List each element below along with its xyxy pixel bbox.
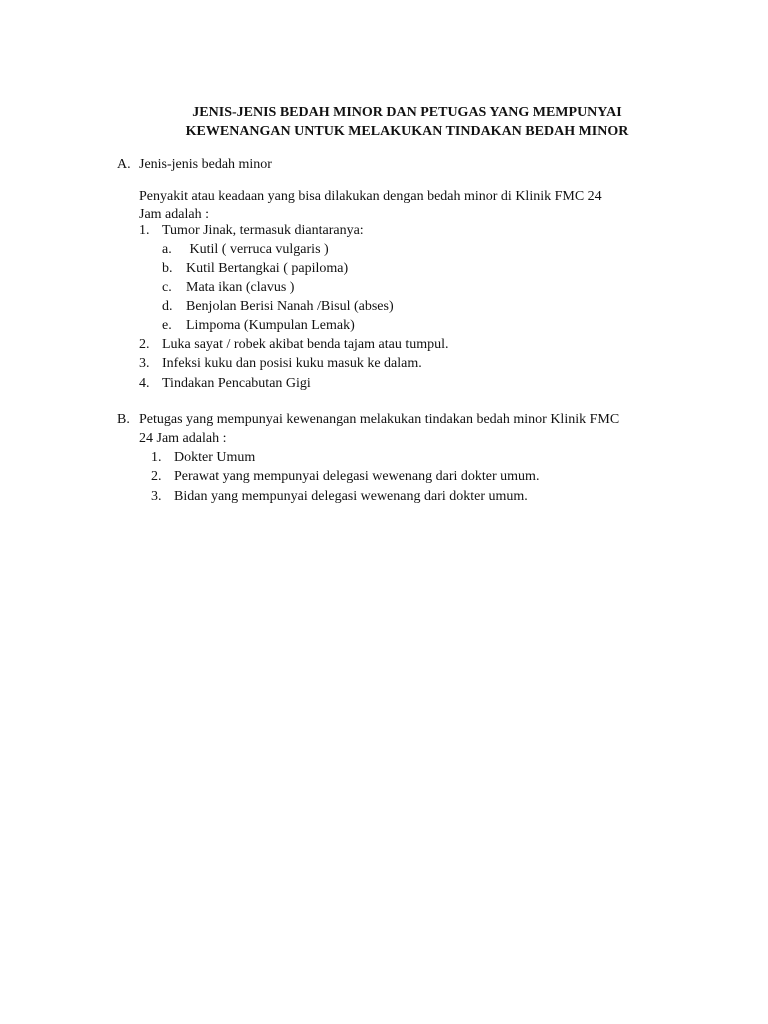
section-a-heading: Jenis-jenis bedah minor [139,157,272,172]
list-item-text: Tindakan Pencabutan Gigi [162,376,311,391]
section-b-text-line-2: 24 Jam adalah : [139,431,227,446]
section-b-marker: B. [117,412,130,427]
sublist-item-marker: e. [162,318,172,333]
section-a-intro-line-1: Penyakit atau keadaan yang bisa dilakukan dengan bedah minor di Klinik FMC 24 [139,189,602,204]
sublist-item-text: Kutil Bertangkai ( papiloma) [186,261,349,276]
list-item-text: Tumor Jinak, termasuk diantaranya: [162,223,364,238]
list-item-text: Perawat yang mempunyai delegasi wewenang dari dokter umum. [174,469,540,484]
list-item-marker: 1. [151,450,162,465]
list-item-marker: 2. [151,469,162,484]
sublist-item-marker: c. [162,280,172,295]
sublist-item-text: Benjolan Berisi Nanah /Bisul (abses) [186,299,394,314]
section-a-marker: A. [117,157,131,172]
section-b-text-line-1: Petugas yang mempunyai kewenangan melakukan tindakan bedah minor Klinik FMC [139,412,620,427]
list-item-text: Luka sayat / robek akibat benda tajam atau tumpul. [162,337,449,352]
list-item-marker: 3. [139,356,150,371]
list-item-marker: 3. [151,489,162,504]
list-item-text: Bidan yang mempunyai delegasi wewenang dari dokter umum. [174,489,528,504]
section-a-intro-line-2: Jam adalah : [139,207,209,222]
list-item-text: Dokter Umum [174,450,256,465]
list-item-marker: 1. [139,223,150,238]
sublist-item-marker: b. [162,261,173,276]
sublist-item-marker: d. [162,299,173,314]
sublist-item-text: Limpoma (Kumpulan Lemak) [186,318,355,333]
list-item-marker: 4. [139,376,150,391]
list-item-marker: 2. [139,337,150,352]
sublist-item-text: Kutil ( verruca vulgaris ) [186,242,329,257]
document-title-line-2: KEWENANGAN UNTUK MELAKUKAN TINDAKAN BEDAH MINOR [185,124,629,139]
document-title-line-1: JENIS-JENIS BEDAH MINOR DAN PETUGAS YANG MEMPUNYAI [192,105,622,120]
sublist-item-marker: a. [162,242,172,257]
sublist-item-text: Mata ikan (clavus ) [186,280,295,295]
list-item-text: Infeksi kuku dan posisi kuku masuk ke dalam. [162,356,422,371]
